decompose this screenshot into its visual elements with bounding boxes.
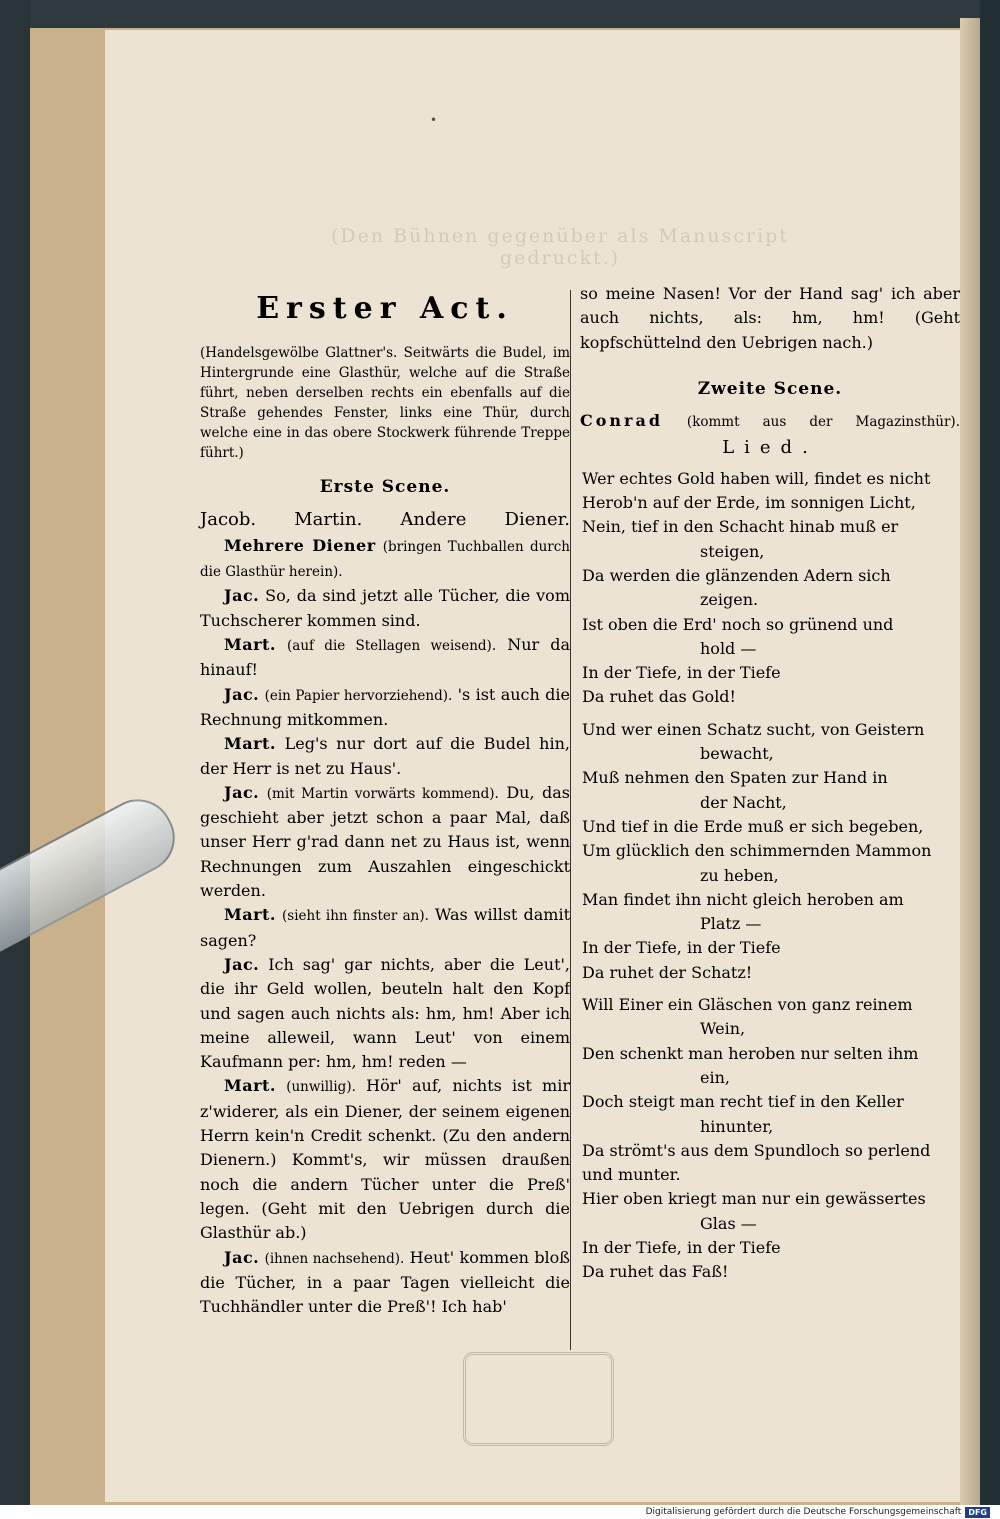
verse-line: Um glücklich den schimmernden Mammon: [582, 841, 932, 861]
verse-line: ein,: [700, 1067, 730, 1087]
speaker-name: Mart.: [224, 635, 276, 655]
verse-line: Da ruhet der Schatz!: [582, 962, 753, 982]
verse-line: steigen,: [700, 541, 765, 561]
verse-line: Wer echtes Gold haben will, findet es nicht: [582, 468, 931, 488]
bleed-through-text: (Den Bühnen gegenüber als Manuscript gedruckt.): [331, 225, 789, 269]
verse-line: Und wer einen Schatz sucht, von Geistern: [582, 719, 925, 739]
speech-text: Hör' auf, nichts ist mir z'widerer, als ein Diener, der seinem eigenen Herrn kein'n Credit schenkt. (Zu den andern Dienern.) Kommt's, wir müssen draußen noch die andern Tücher unter die Preß' legen. (Geht mit den Uebrigen durch die Glasthür ab.): [200, 1076, 570, 1243]
verse-line: In der Tiefe, in der Tiefe: [582, 1237, 781, 1257]
left-column: [200, 287, 570, 1319]
verse-line: zu heben,: [700, 865, 779, 885]
verse-line: Will Einer ein Gläschen von ganz reinem: [582, 995, 913, 1015]
act-title: Erster Act.: [256, 291, 514, 326]
speech-text: Du, das geschieht aber jetzt schon a paar Mal, daß unser Herr g'rad dann net zu Haus ist, wenn Rechnungen zum Auszahlen eingeschickt werden.: [200, 782, 571, 901]
stage-direction: (kommt aus der Magazinsthür).: [686, 414, 960, 431]
speaker-name: Jac.: [224, 1247, 260, 1267]
verse-line: Wein,: [700, 1019, 746, 1039]
verse-line: zeigen.: [700, 590, 759, 610]
speech: [200, 903, 570, 953]
speech: [200, 1074, 570, 1245]
verse-line: Den schenkt man heroben nur selten ihm: [582, 1043, 919, 1063]
stage-direction: (mit Martin vorwärts kommend).: [266, 785, 499, 802]
verse-line: Herob'n auf der Erde, im sonnigen Licht,: [582, 493, 916, 513]
stage-direction: (ihnen nachsehend).: [264, 1250, 405, 1267]
binder-edge: [0, 0, 30, 1505]
scene-title-2: Zweite Scene.: [697, 378, 843, 399]
speech: [200, 534, 570, 585]
stage-direction: (sieht ihn finster an).: [282, 908, 429, 925]
verse-line: In der Tiefe, in der Tiefe: [582, 938, 781, 958]
speech: [200, 781, 570, 903]
verse-gap: [580, 710, 960, 718]
speaker-name: Conrad: [580, 411, 664, 431]
speech: [200, 732, 570, 781]
verse-line: Doch steigt man recht tief in den Keller: [582, 1092, 904, 1112]
verse-line: Muß nehmen den Spaten zur Hand in: [582, 768, 888, 788]
verse-line: Da strömt's aus dem Spundloch so perlend und munter.: [582, 1140, 931, 1185]
verse-line: Da ruhet das Faß!: [582, 1262, 729, 1282]
speaker-name: Mart.: [224, 905, 276, 925]
footer-bar: [0, 1505, 1000, 1519]
setting-direction: (Handelsgewölbe Glattner's. Seitwärts die Budel, im Hintergrunde eine Glasthür, welche auf die Straße führt, neben derselben rechts ein ebenfalls auf die Straße gehendes Fenster, links eine Thür, durch welche eine in das obere Stockwerk führende Treppe führt.): [200, 345, 570, 462]
song-verses: [580, 467, 960, 1293]
verse-line: Da werden die glänzenden Adern sich: [582, 565, 891, 585]
scene-title-1: Erste Scene.: [319, 477, 451, 498]
dfg-logo: DFG: [965, 1507, 990, 1518]
ornament-dot: •: [430, 113, 438, 127]
verse-line: hold —: [700, 638, 757, 658]
speaker-name: Jac.: [224, 586, 260, 606]
stage-direction: (auf die Stellagen weisend).: [287, 638, 497, 655]
speaker-name: Jac.: [224, 954, 260, 974]
column-divider: [570, 290, 571, 1350]
page-edge: [960, 18, 980, 1505]
right-column: [580, 282, 960, 1293]
speaker-name: Jac.: [224, 782, 260, 802]
stage-direction: (ein Papier hervorziehend).: [264, 687, 453, 704]
speech: [200, 683, 570, 733]
entrance-line: [580, 409, 960, 434]
speech: [200, 584, 570, 633]
speech: [200, 1246, 570, 1320]
stage-direction: (unwillig).: [286, 1079, 356, 1096]
verse-line: Hier oben kriegt man nur ein gewässertes: [582, 1189, 926, 1209]
speaker-name: Mehrere Diener: [224, 535, 376, 555]
verse-line: Und tief in die Erde muß er sich begeben,: [582, 816, 924, 836]
speech: [200, 633, 570, 683]
continued-speech: so meine Nasen! Vor der Hand sag' ich aber auch nichts, als: hm, hm! (Geht kopfschüttelnd den Uebrigen nach.): [580, 284, 960, 352]
verse-gap: [580, 1285, 960, 1293]
verse-line: Nein, tief in den Schacht hinab muß er: [582, 517, 899, 537]
verse-line: In der Tiefe, in der Tiefe: [582, 663, 781, 683]
verse-line: Da ruhet das Gold!: [582, 687, 736, 707]
speech-text: Heut' kommen bloß die Tücher, in a paar Tagen vielleicht die Tuchhändler unter die Preß'! Ich hab': [200, 1247, 570, 1317]
verse-line: der Nacht,: [700, 792, 787, 812]
speech-text: 's ist auch die Rechnung mitkommen.: [200, 684, 571, 729]
speech-text: Ich sag' gar nichts, aber die Leut', die ihr Geld wollen, beuteln halt den Kopf und sagen auch nichts als: hm, hm! Aber ich meine alleweil, wann Leut' von einem Kaufmann per: hm, hm! reden —: [200, 954, 570, 1072]
speech-text: Nur da hinauf!: [200, 635, 570, 680]
library-stamp: [463, 1352, 614, 1446]
speech: [200, 953, 570, 1074]
speech-text: Was willst damit sagen?: [200, 905, 570, 950]
speaker-name: Mart.: [224, 1076, 276, 1096]
cast-list: Jacob. Martin. Andere Diener.: [200, 508, 570, 530]
song-title: Lied.: [722, 437, 818, 459]
right-background: [980, 0, 1000, 1505]
speech-text: So, da sind jetzt alle Tücher, die vom Tuchscherer kommen sind.: [200, 586, 570, 630]
verse-gap: [580, 985, 960, 993]
dialogue: [200, 534, 570, 1320]
verse-line: Glas —: [700, 1213, 757, 1233]
stage-direction: (bringen Tuchballen durch die Glasthür herein).: [200, 538, 571, 581]
verse-line: hinunter,: [700, 1116, 774, 1136]
speaker-name: Mart.: [224, 734, 276, 754]
verse-line: Platz —: [700, 914, 762, 934]
speaker-name: Jac.: [224, 684, 260, 704]
verse-line: Ist oben die Erd' noch so grünend und: [582, 614, 894, 634]
speech-text: Leg's nur dort auf die Budel hin, der Herr is net zu Haus'.: [200, 734, 570, 778]
verse-line: Man findet ihn nicht gleich heroben am: [582, 889, 904, 909]
verse-line: bewacht,: [700, 744, 774, 764]
footer-credit: Digitalisierung gefördert durch die Deutsche Forschungsgemeinschaft: [645, 1507, 962, 1517]
